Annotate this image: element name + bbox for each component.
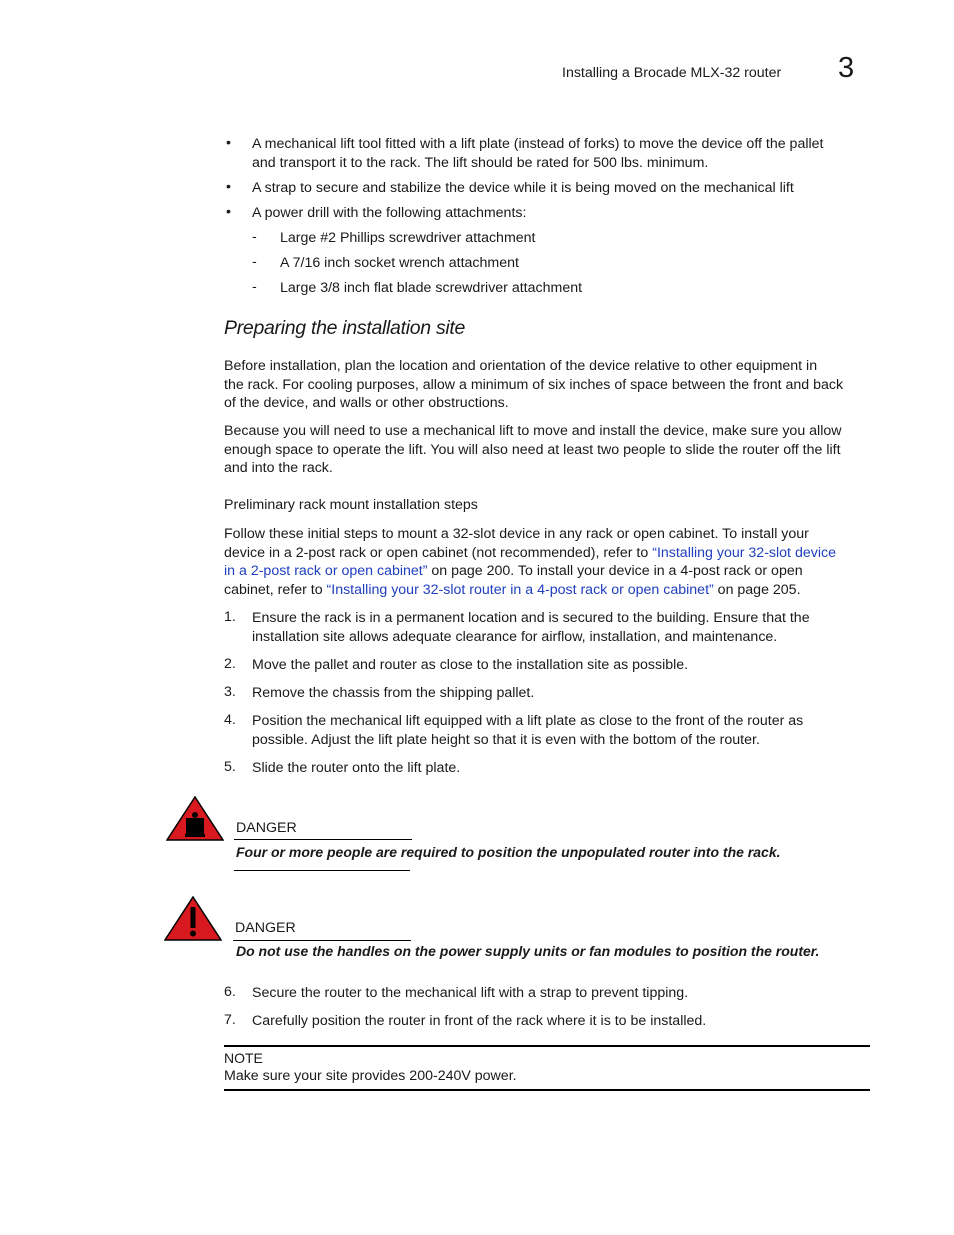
paragraph-text: cabinet, refer to — [224, 581, 327, 598]
step-text — [252, 684, 872, 703]
paragraph-text: on page 200. To install your device in a 4-post rack or open — [427, 563, 803, 580]
danger-label: DANGER — [236, 820, 297, 836]
cross-reference-link-2post-cont[interactable]: in a 2-post rack or open cabinet” — [224, 563, 428, 580]
paragraph-line — [224, 581, 872, 600]
list-item-line: A strap to secure and stabilize the device while it is being moved on the mechanical lift — [252, 180, 794, 196]
paragraph-line — [224, 544, 872, 563]
paragraph-line: and into the rack. — [224, 460, 333, 477]
list-item-line: A power drill with the following attachments: — [252, 205, 527, 221]
dash-marker: - — [252, 229, 257, 245]
step-text — [252, 656, 872, 675]
step-text — [252, 712, 872, 749]
step-number: 5. — [224, 759, 236, 775]
note-text: Make sure your site provides 200-240V power. — [224, 1068, 517, 1084]
danger-label: DANGER — [235, 920, 296, 936]
danger-rule — [234, 839, 412, 840]
paragraph-line — [224, 562, 872, 581]
paragraph-line: Because you will need to use a mechanical lift to move and install the device, make sure you allow — [224, 423, 842, 439]
paragraph-line: of the device, and walls or other obstructions. — [224, 395, 509, 412]
cross-reference-link-4post[interactable]: “Installing your 32-slot router in a 4-post rack or open cabinet” — [326, 581, 714, 598]
cross-reference-link-2post[interactable]: “Installing your 32-slot device — [652, 544, 836, 561]
paragraph-text: on page 205. — [713, 581, 801, 598]
exclamation-warning-icon — [164, 896, 222, 942]
danger-message: Four or more people are required to position the unpopulated router into the rack. — [236, 844, 781, 860]
sub-list-item: Large #2 Phillips screwdriver attachment — [280, 230, 536, 246]
list-item-line: A mechanical lift tool fitted with a lift plate (instead of forks) to move the device off the pallet — [252, 136, 824, 152]
paragraph-line: enough space to operate the lift. You will also need at least two people to slide the router off the lift — [224, 441, 841, 458]
step-number: 3. — [224, 684, 236, 700]
bullet-marker: • — [226, 135, 231, 151]
section-title: Preparing the installation site — [224, 317, 466, 339]
paragraph — [224, 357, 872, 413]
step-line: Position the mechanical lift equipped with a lift plate as close to the front of the router as — [252, 713, 804, 729]
bullet-marker: • — [226, 179, 231, 195]
step-line: Ensure the rack is in a permanent location and is secured to the building. Ensure that the — [252, 610, 810, 626]
step-number: 4. — [224, 712, 236, 728]
paragraph — [224, 422, 872, 478]
step-text — [252, 609, 872, 646]
step-line: Move the pallet and router as close to the installation site as possible. — [252, 657, 689, 673]
step-number: 6. — [224, 984, 236, 1000]
step-number: 2. — [224, 656, 236, 672]
subsection-title: Preliminary rack mount installation steps — [224, 497, 478, 513]
step-line: installation site allows adequate clearance for airflow, installation, and maintenance. — [252, 628, 778, 645]
step-text: Carefully position the router in front of the rack where it is to be installed. — [252, 1013, 707, 1029]
note-bottom-rule — [224, 1089, 870, 1091]
danger-rule — [234, 870, 410, 871]
sub-list-item: A 7/16 inch socket wrench attachment — [280, 255, 519, 271]
bullet-marker: • — [226, 204, 231, 220]
step-text — [252, 759, 872, 778]
danger-rule — [233, 940, 411, 941]
list-item — [252, 204, 872, 223]
dash-marker: - — [252, 279, 257, 295]
list-item-line: and transport it to the rack. The lift should be rated for 500 lbs. minimum. — [252, 155, 709, 171]
list-item — [252, 135, 872, 173]
running-header-title: Installing a Brocade MLX-32 router — [562, 65, 782, 81]
step-line: Slide the router onto the lift plate. — [252, 760, 461, 776]
heavy-weight-warning-icon — [166, 796, 224, 842]
intro-paragraph — [224, 525, 872, 599]
step-line: Remove the chassis from the shipping pallet. — [252, 685, 535, 701]
sub-list-item: Large 3/8 inch flat blade screwdriver attachment — [280, 280, 583, 296]
list-item — [252, 179, 872, 198]
paragraph-line: Follow these initial steps to mount a 32-slot device in any rack or open cabinet. To install your — [224, 526, 809, 542]
note-top-rule — [224, 1045, 870, 1047]
dash-marker: - — [252, 254, 257, 270]
note-label: NOTE — [224, 1050, 263, 1066]
step-text: Secure the router to the mechanical lift with a strap to prevent tipping. — [252, 985, 689, 1001]
danger-message: Do not use the handles on the power supply units or fan modules to position the router. — [236, 943, 820, 959]
step-line: possible. Adjust the lift plate height so that it is even with the bottom of the router. — [252, 731, 760, 748]
chapter-number: 3 — [838, 52, 855, 84]
paragraph-line: Before installation, plan the location and orientation of the device relative to other equipment in — [224, 358, 818, 374]
step-number: 1. — [224, 609, 236, 625]
paragraph-line: the rack. For cooling purposes, allow a minimum of six inches of space between the front and back — [224, 376, 844, 393]
paragraph-text: device in a 2-post rack or open cabinet (not recommended), refer to — [224, 544, 653, 561]
step-number: 7. — [224, 1012, 236, 1028]
